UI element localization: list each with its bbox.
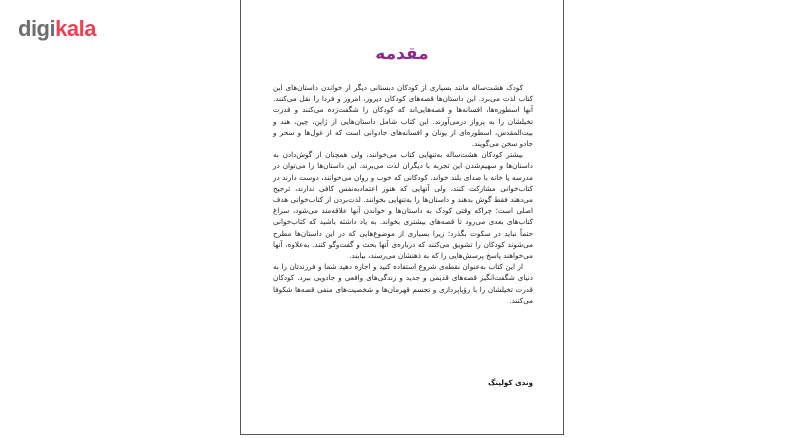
- digikala-logo[interactable]: [18, 18, 96, 40]
- logo-digi-text: digi: [18, 16, 56, 41]
- paragraph-2: بیشتر کودکان هشت‌ساله به‌تنهایی کتاب می‌خوانند، ولی همچنان از گوش‌دادن به داستان‌ها و سهیم‌شدن این تجربه با دیگران لذت می‌برند. این داستان‌ها را می‌توان در مدرسه یا خانه با صدای بلند خواند. کودکانی که خوب و روان می‌خوانند، دوست دارند در کتاب‌خوانی مشارکت کنند، ولی آنهایی که هنوز اعتمادبه‌نفس کافی ندارند، ترجیح می‌دهند فقط گوش بدهند و داستان‌ها را به‌تنهایی بخوانند. لذت‌بردن از کتاب‌خوانی هدف اصلی است؛ چراکه وقتی کودک به داستان‌ها و خواندن آنها علاقه‌مند می‌شود، سراغ کتاب‌های بعدی می‌رود تا قصه‌های بیشتری بخواند. به یاد داشته باشید که کتاب‌خوانی حتماً نباید در سکوت بگذرد؛ زیرا بسیاری از موضوع‌هایی که در این داستان‌ها مطرح می‌شوند کودکان را تشویق می‌کنند که درباره‌ی آنها بحث و گفت‌وگو کنند. به‌علاوه، آنها می‌خواهند پاسخ پرسش‌هایی را که به ذهنشان می‌رسند، بیابند.: [273, 150, 533, 261]
- logo-kala-text: kala: [55, 16, 96, 41]
- book-page-image: [240, 0, 564, 435]
- paragraph-1: کودک هشت‌ساله مانند بسیاری از کودکان دبستانی دیگر از خواندن داستان‌های این کتاب لذت می‌برد. این داستان‌ها قصه‌های کودکان دیروز، امروز و فردا را نقل می‌کنند. آنها اسطوره‌ها، افسانه‌ها و قصه‌هایی‌اند که کودکان را شگفت‌زده می‌کنند و قدرت تخیلشان را به پرواز درمی‌آورند. این کتاب شامل داستان‌هایی از ژاپن، چین، هند و بیت‌المقدس، اسطوره‌ای از یونان و افسانه‌های جادوانی است که از غول‌ها و سحر و جادو سخن می‌گویند.: [273, 83, 533, 149]
- paragraph-3: از این کتاب به‌عنوان نقطه‌ی شروع استفاده کنید و اجازه دهید شما و فرزندتان را به دنیای شگفت‌انگیز قصه‌های قدیمی و جدید و زندگی‌های واقعی و جادویی ببرد. کودکان قدرت تخیلشان را با رؤیاپردازی و تجسم قهرمان‌ها و شخصیت‌های منفی قصه‌ها شکوفا می‌کنند.: [273, 262, 533, 305]
- page-title: مقدمه: [375, 44, 429, 64]
- page-body: [273, 82, 533, 306]
- author-signature: وندی کولینگ: [487, 378, 533, 387]
